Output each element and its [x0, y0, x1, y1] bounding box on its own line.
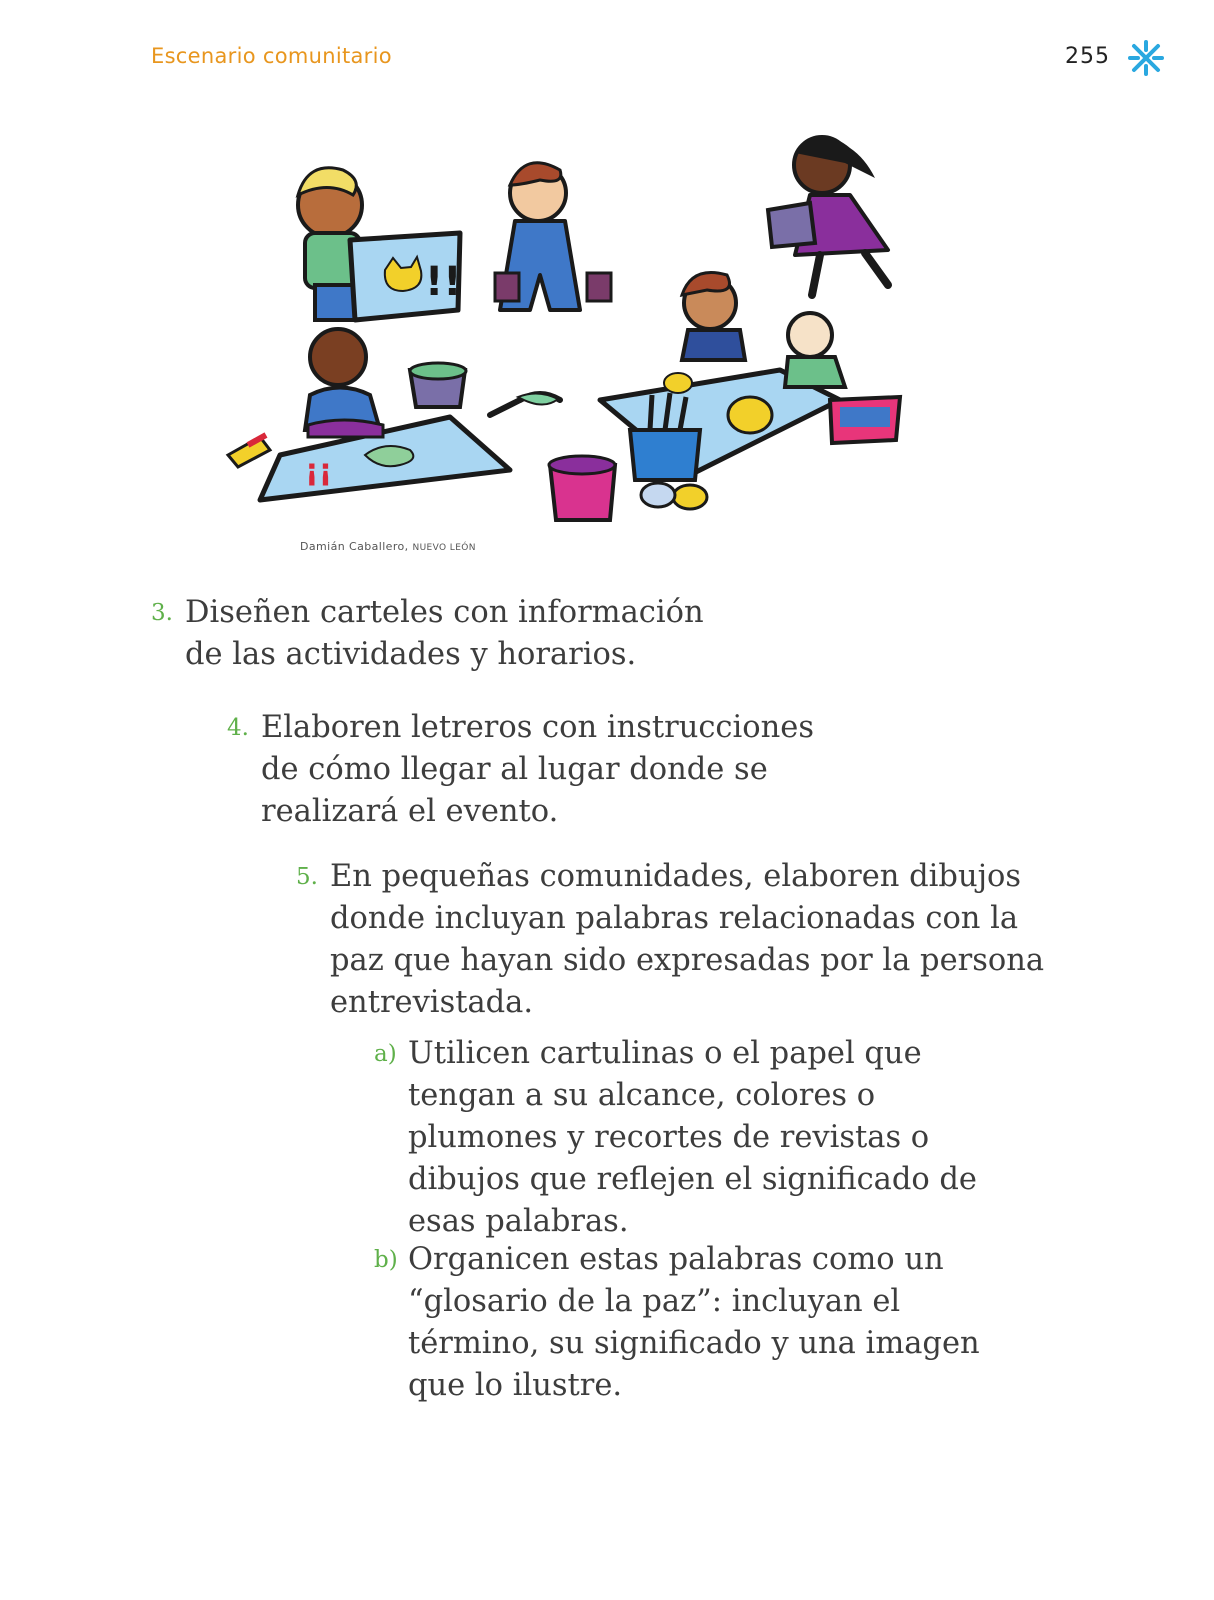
list-item [330, 856, 1044, 1024]
item-line: Diseñen carteles con información [185, 595, 704, 630]
item-line: En pequeñas comunidades, elaboren dibujos [330, 859, 1022, 894]
book-logo-icon [1128, 40, 1164, 76]
subitem-line: esas palabras. [408, 1204, 629, 1239]
item-number: 3. [151, 600, 173, 626]
page-number: 255 [1065, 44, 1110, 69]
svg-text:¡¡: ¡¡ [305, 453, 333, 488]
subitem-letter: b) [374, 1247, 398, 1273]
item-line: entrevistada. [330, 985, 534, 1020]
subitem-line: que lo ilustre. [408, 1368, 623, 1403]
subitem [408, 1033, 977, 1243]
item-line: paz que hayan sido expresadas por la persona [330, 943, 1045, 978]
credit-name: Damián Caballero, [300, 540, 409, 553]
item-number: 5. [296, 864, 318, 890]
item-line: Elaboren letreros con instrucciones [261, 710, 814, 745]
subitem-line: dibujos que reflejen el significado de [408, 1162, 977, 1197]
list-item [261, 707, 814, 833]
subitem-letter: a) [374, 1041, 397, 1067]
item-line: donde incluyan palabras relacionadas con la [330, 901, 1019, 936]
list-item [185, 592, 704, 676]
item-line: realizará el evento. [261, 794, 559, 829]
subitem [408, 1239, 980, 1407]
subitem-line: Utilicen cartulinas o el papel que [408, 1036, 922, 1071]
children-painting-illustration [220, 125, 920, 545]
credit-state: NUEVO LEÓN [412, 543, 476, 553]
section-title: Escenario comunitario [151, 44, 392, 68]
item-number: 4. [227, 715, 249, 741]
illustration-credit [300, 540, 476, 553]
subitem-line: “glosario de la paz”: incluyan el [408, 1284, 901, 1319]
svg-text:!!: !! [425, 259, 462, 305]
subitem-line: Organicen estas palabras como un [408, 1242, 944, 1277]
subitem-line: término, su significado y una imagen [408, 1326, 980, 1361]
item-line: de las actividades y horarios. [185, 637, 637, 672]
subitem-line: tengan a su alcance, colores o [408, 1078, 876, 1113]
item-line: de cómo llegar al lugar donde se [261, 752, 768, 787]
subitem-line: plumones y recortes de revistas o [408, 1120, 930, 1155]
